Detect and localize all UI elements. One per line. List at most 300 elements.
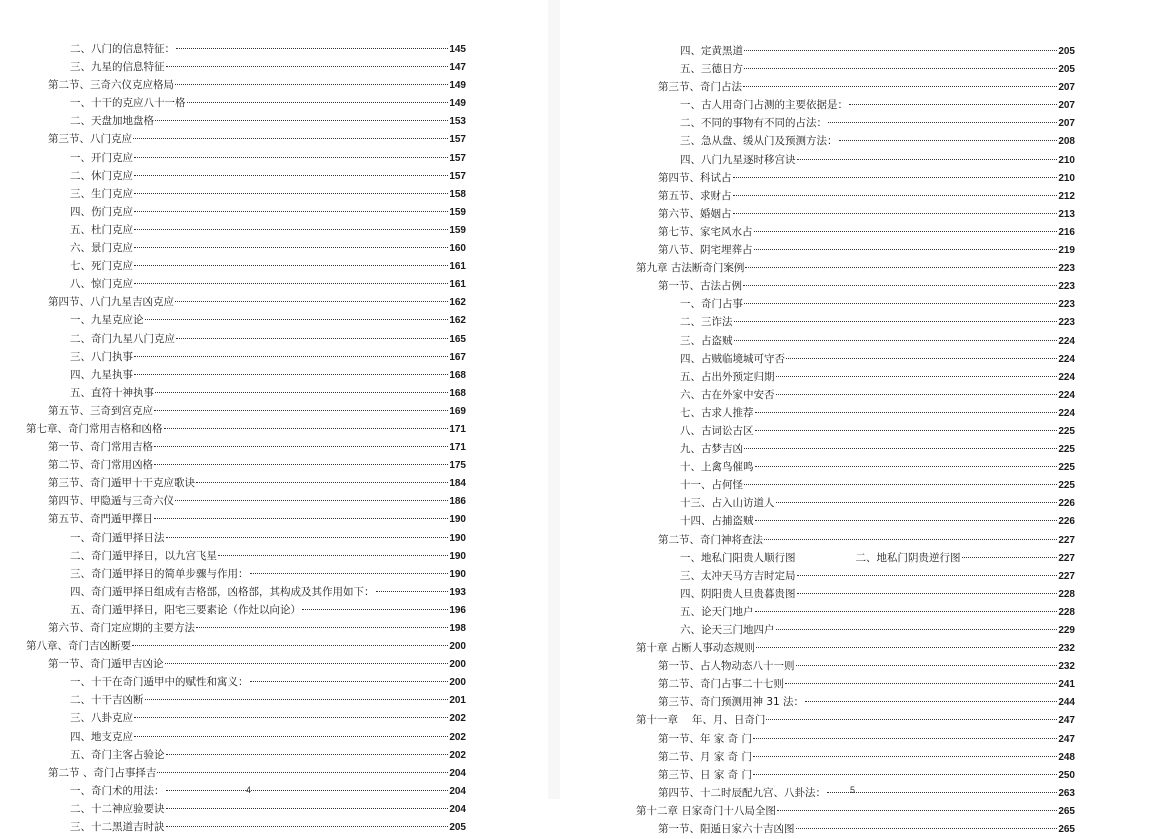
toc-entry-title: 一、奇门遁甲择日法 <box>70 531 165 544</box>
dot-leader <box>796 828 1058 829</box>
toc-entry[interactable] <box>636 549 1075 567</box>
toc-entry-page: 190 <box>449 568 466 580</box>
toc-entry-page: 162 <box>449 315 466 327</box>
toc-entry-title: 七、古求人推荐 <box>680 406 754 419</box>
toc-entry-page: 159 <box>449 206 466 218</box>
toc-entry[interactable] <box>636 114 1075 132</box>
toc-entry[interactable] <box>26 709 466 727</box>
toc-entry-page: 265 <box>1058 824 1075 836</box>
toc-entry-title: 第五节、奇門遁甲擇日 <box>48 513 153 526</box>
toc-entry-title: 十一、占何怪 <box>680 479 743 492</box>
toc-entry[interactable] <box>26 547 466 565</box>
toc-entry[interactable] <box>636 657 1075 675</box>
dot-leader <box>849 104 1057 105</box>
toc-entry-title: 第五节、求财占 <box>658 189 732 202</box>
toc-entry-title: 第八节、阴宅埋葬占 <box>658 244 753 257</box>
dot-leader <box>134 211 448 212</box>
page-number: 5 <box>850 785 856 795</box>
toc-entry[interactable] <box>636 458 1075 476</box>
toc-entry-title: 第二节、奇门神将查法 <box>658 533 763 546</box>
toc-entry-page: 265 <box>1058 805 1075 817</box>
toc-entry-page: 224 <box>1058 371 1075 383</box>
toc-entry-title: 第一节、古法占例 <box>658 280 742 293</box>
toc-entry-page: 157 <box>449 152 466 164</box>
toc-entry-title: 一、奇门占事 <box>680 298 743 311</box>
toc-entry-title: 七、死门克应 <box>70 260 133 273</box>
toc-entry-page: 244 <box>1058 697 1075 709</box>
toc-entry-title: 二、奇门遁甲择日，以九宫飞星 <box>70 549 217 562</box>
toc-entry[interactable] <box>26 764 466 782</box>
dot-leader <box>797 575 1058 576</box>
toc-entry[interactable] <box>636 205 1075 223</box>
toc-entry-title: 第二节 、奇门占事择吉 <box>48 766 157 779</box>
toc-entry-page: 190 <box>449 532 466 544</box>
dot-leader <box>134 193 448 194</box>
toc-entry-title: 第四节、科试占 <box>658 171 732 184</box>
toc-entry-title: 一、九星克应论 <box>70 314 144 327</box>
toc-entry-title: 八、惊门克应 <box>70 278 133 291</box>
toc-entry-title: 第二节、奇门占事二十七则 <box>658 678 784 691</box>
toc-entry-title-secondary: 二、地私门阴贵逆行图 <box>855 551 961 564</box>
dot-leader <box>756 647 1057 648</box>
toc-entry-title: 第三节、奇门遁甲十干克应歌诀 <box>48 477 195 490</box>
toc-entry[interactable] <box>26 728 466 746</box>
toc-entry-page: 200 <box>449 641 466 653</box>
toc-entry-page: 169 <box>449 405 466 417</box>
dot-leader <box>166 808 449 809</box>
dot-leader <box>134 374 448 375</box>
toc-entry[interactable] <box>636 60 1075 78</box>
right-page <box>560 0 1153 836</box>
toc-entry-page: 232 <box>1058 643 1075 655</box>
dot-leader <box>134 247 448 248</box>
toc-entry-page: 247 <box>1058 733 1075 745</box>
dot-leader <box>132 645 448 646</box>
dot-leader <box>745 267 1057 268</box>
toc-entry-page: 205 <box>449 822 466 834</box>
toc-entry-page: 241 <box>1058 679 1075 691</box>
toc-entry[interactable] <box>26 348 466 366</box>
toc-entry-page: 224 <box>1058 389 1075 401</box>
toc-entry-title: 第六节、婚姻占 <box>658 207 732 220</box>
dot-leader <box>766 719 1057 720</box>
toc-entry-title: 五、奇门主客占验论 <box>70 748 165 761</box>
dot-leader <box>797 159 1058 160</box>
toc-entry-page: 207 <box>1058 118 1075 130</box>
toc-entry-title: 二、休门克应 <box>70 169 133 182</box>
toc-entry[interactable] <box>26 94 466 112</box>
dot-leader <box>134 283 448 284</box>
toc-entry-page: 204 <box>449 803 466 815</box>
toc-entry-page: 190 <box>449 550 466 562</box>
toc-entry-title: 二、三诈法 <box>680 316 733 329</box>
toc-entry-title: 第三节、奇门占法 <box>658 81 742 94</box>
toc-entry-title: 四、阴阳贵人旦贵暮贵图 <box>680 587 796 600</box>
dot-leader <box>755 611 1058 612</box>
dot-leader <box>786 358 1057 359</box>
toc-entry-title: 二、不同的事物有不同的占法： <box>680 117 827 130</box>
toc-entry[interactable] <box>636 277 1075 295</box>
toc-entry[interactable] <box>636 748 1075 766</box>
toc-entry[interactable] <box>636 187 1075 205</box>
toc-entry-page: 171 <box>449 423 466 435</box>
toc-entry-title: 第二节、三奇六仪克应格局 <box>48 79 174 92</box>
dot-leader <box>154 464 448 465</box>
toc-entry[interactable] <box>26 149 466 167</box>
dot-leader <box>218 555 448 556</box>
toc-entry-page: 159 <box>449 224 466 236</box>
toc-entry[interactable] <box>26 330 466 348</box>
toc-entry-title: 二、八门的信息特征： <box>70 43 175 55</box>
toc-entry-page: 216 <box>1058 226 1075 238</box>
toc-entry[interactable] <box>26 311 466 329</box>
toc-entry-page: 205 <box>1058 64 1075 76</box>
toc-entry-title: 第四节、甲隐遁与三奇六仪 <box>48 495 174 508</box>
toc-entry-title: 六、论天三门地四户 <box>680 624 775 636</box>
toc-entry[interactable] <box>26 221 466 239</box>
toc-entry[interactable] <box>26 384 466 402</box>
toc-entry-title: 九、古梦吉凶 <box>680 443 743 456</box>
toc-entry[interactable] <box>26 619 466 637</box>
toc-entry-page: 198 <box>449 623 466 634</box>
toc-entry[interactable] <box>636 42 1075 60</box>
dot-leader <box>743 285 1057 286</box>
toc-entry-title: 第六节、奇门定应期的主要方法 <box>48 622 195 634</box>
dot-leader <box>376 591 449 592</box>
toc-entry-title: 三、奇门遁甲择日的简单步骤与作用： <box>70 567 249 580</box>
toc-entry[interactable] <box>26 366 466 384</box>
toc-entry-page: 207 <box>1058 82 1075 94</box>
toc-entry-page: 167 <box>449 351 466 363</box>
toc-entry-page: 153 <box>449 116 466 128</box>
toc-entry-page: 213 <box>1058 208 1075 220</box>
toc-entry[interactable] <box>26 438 466 456</box>
dot-leader <box>145 319 449 320</box>
toc-entry[interactable] <box>636 96 1075 114</box>
dot-leader <box>785 683 1057 684</box>
toc-entry[interactable] <box>636 78 1075 96</box>
dot-leader <box>805 701 1057 702</box>
toc-entry-title: 一、古人用奇门占测的主要依据是： <box>680 99 848 112</box>
dot-leader <box>154 518 448 519</box>
toc-entry[interactable] <box>636 440 1075 458</box>
toc-entry-title: 八、古词讼古区 <box>680 424 754 437</box>
toc-entry-page: 226 <box>1058 516 1075 528</box>
toc-entry-page: 224 <box>1058 353 1075 365</box>
toc-entry[interactable] <box>636 693 1075 711</box>
toc-entry-title: 五、三德日方 <box>680 63 743 76</box>
dot-leader <box>827 792 1057 793</box>
toc-entry-title: 第五节、三奇到宫克应 <box>48 404 153 417</box>
toc-entry[interactable] <box>26 655 466 673</box>
dot-leader <box>754 231 1058 232</box>
dot-leader <box>134 175 448 176</box>
left-page <box>0 0 548 834</box>
toc-entry-page: 248 <box>1058 751 1075 763</box>
toc-entry-page: 247 <box>1058 715 1075 727</box>
toc-entry[interactable] <box>26 420 466 438</box>
toc-entry[interactable] <box>636 350 1075 368</box>
dot-leader <box>134 736 448 737</box>
toc-entry-page: 227 <box>1058 552 1075 564</box>
dot-leader <box>839 140 1058 141</box>
toc-entry-title: 第九章 古法断奇门案例 <box>636 262 745 275</box>
toc-entry[interactable] <box>26 800 466 818</box>
toc-entry-page: 161 <box>449 261 466 273</box>
dot-leader <box>187 102 449 103</box>
toc-entry-title: 第一节、奇门常用吉格 <box>48 441 153 454</box>
toc-entry-title: 五、论天门地户 <box>680 605 754 618</box>
toc-entry-title: 四、九星执事 <box>70 368 133 381</box>
toc-entry-page: 225 <box>1058 444 1075 456</box>
toc-entry[interactable] <box>26 167 466 185</box>
toc-entry-title: 五、占出外预定归期 <box>680 370 775 383</box>
toc-entry[interactable] <box>26 529 466 547</box>
toc-entry[interactable] <box>26 203 466 221</box>
toc-entry[interactable] <box>636 368 1075 386</box>
dot-leader <box>176 338 448 339</box>
toc-entry-title: 三、九星的信息特征 <box>70 61 165 74</box>
toc-entry-page: 250 <box>1058 769 1075 781</box>
dot-leader <box>776 394 1058 395</box>
toc-entry[interactable] <box>26 746 466 764</box>
dot-leader <box>154 446 448 447</box>
toc-entry-title: 第一节、占人物动态八十一则 <box>658 660 795 673</box>
toc-entry[interactable] <box>26 818 466 836</box>
toc-entry-title: 第四节、八门九星吉凶克应 <box>48 296 174 309</box>
toc-entry[interactable] <box>636 621 1075 639</box>
toc-entry-page: 160 <box>449 243 466 255</box>
toc-entry-page: 212 <box>1058 190 1075 202</box>
dot-leader <box>764 539 1057 540</box>
toc-entry-title: 第二节、月 家 奇 门 <box>658 750 753 763</box>
toc-entry-title: 第八章、奇门吉凶断要 <box>26 640 131 653</box>
page-gutter <box>548 0 560 799</box>
toc-entry[interactable] <box>26 492 466 510</box>
dot-leader <box>164 428 449 429</box>
dot-leader <box>302 609 448 610</box>
toc-entry-title: 第三节、奇门预测用神 31 法： <box>658 696 805 709</box>
dot-leader <box>744 50 1057 51</box>
toc-entry[interactable] <box>636 132 1075 150</box>
dot-leader <box>755 466 1058 467</box>
toc-entry[interactable] <box>636 820 1075 838</box>
toc-entry[interactable] <box>636 711 1075 729</box>
dot-leader <box>134 356 448 357</box>
toc-entry[interactable] <box>26 601 466 619</box>
toc-entry-title: 第十二章 日家奇门十八局全图 <box>636 804 776 817</box>
dot-leader <box>796 665 1058 666</box>
toc-entry-page: 157 <box>449 170 466 182</box>
dot-leader <box>828 122 1057 123</box>
toc-entry[interactable] <box>636 567 1075 585</box>
toc-entry[interactable] <box>26 112 466 130</box>
toc-entry[interactable] <box>26 239 466 257</box>
toc-entry[interactable] <box>636 512 1075 530</box>
toc-entry-page: 190 <box>449 514 466 526</box>
toc-entry[interactable] <box>26 76 466 94</box>
toc-entry[interactable] <box>26 673 466 691</box>
dot-leader <box>744 68 1057 69</box>
toc-entry-page: 227 <box>1058 570 1075 582</box>
toc-entry[interactable] <box>636 169 1075 187</box>
table-of-contents-right <box>636 42 1075 838</box>
toc-entry[interactable] <box>636 531 1075 549</box>
dot-leader <box>755 412 1058 413</box>
toc-entry[interactable] <box>636 151 1075 169</box>
dot-leader <box>134 157 448 158</box>
toc-entry[interactable] <box>26 293 466 311</box>
toc-entry-title: 第十一章 年、月、日奇门 <box>636 714 766 727</box>
dot-leader <box>753 774 1057 775</box>
toc-entry-title: 一、开门克应 <box>70 151 133 164</box>
toc-entry[interactable] <box>636 675 1075 693</box>
toc-entry-title: 四、地支克应 <box>70 730 133 743</box>
toc-entry-page: 202 <box>449 713 466 725</box>
dot-leader <box>776 502 1058 503</box>
toc-entry[interactable] <box>26 565 466 583</box>
toc-entry[interactable] <box>26 583 466 601</box>
toc-entry-page: 223 <box>1058 263 1075 275</box>
toc-entry-page: 227 <box>1058 534 1075 546</box>
toc-entry[interactable] <box>636 295 1075 313</box>
dot-leader <box>776 376 1058 377</box>
toc-entry[interactable] <box>26 456 466 474</box>
toc-entry-title: 三、占盗贼 <box>680 334 733 347</box>
toc-entry[interactable] <box>636 332 1075 350</box>
toc-entry-title: 五、奇门遁甲择日，阳宅三要素论（作灶以向论） <box>70 603 301 616</box>
toc-entry-page: 184 <box>449 478 466 490</box>
dot-leader <box>734 321 1058 322</box>
toc-entry[interactable] <box>636 494 1075 512</box>
toc-entry-page: 210 <box>1058 172 1075 184</box>
dot-leader <box>145 699 449 700</box>
toc-entry-page: 219 <box>1058 245 1075 257</box>
toc-entry[interactable] <box>26 510 466 528</box>
toc-entry[interactable] <box>26 40 466 58</box>
dot-leader <box>165 663 449 664</box>
toc-entry[interactable] <box>636 241 1075 259</box>
toc-entry[interactable] <box>636 259 1075 277</box>
toc-entry-page: 228 <box>1058 606 1075 618</box>
toc-entry-page: 208 <box>1058 136 1075 148</box>
toc-entry-page: 202 <box>449 731 466 743</box>
dot-leader <box>155 120 448 121</box>
toc-entry-title: 三、太冲天马方吉时定局 <box>680 569 796 582</box>
toc-entry-title: 三、八卦克应 <box>70 712 133 725</box>
toc-entry-page: 175 <box>449 460 466 472</box>
toc-entry-page: 157 <box>449 134 466 146</box>
toc-entry-title: 一、地私门阳贵人顺行图 <box>680 551 796 564</box>
toc-entry-title: 四、定黄黑道 <box>680 45 743 57</box>
toc-entry-page: 168 <box>449 369 466 381</box>
dot-leader <box>744 448 1057 449</box>
toc-entry-title: 三、生门克应 <box>70 187 133 200</box>
toc-entry[interactable] <box>636 223 1075 241</box>
toc-entry-title: 十、上禽鸟催鸣 <box>680 461 754 474</box>
toc-entry-page: 200 <box>449 677 466 689</box>
dot-leader <box>734 340 1058 341</box>
toc-entry[interactable] <box>26 402 466 420</box>
toc-entry[interactable] <box>636 766 1075 784</box>
toc-entry-page: 149 <box>449 98 466 110</box>
toc-entry[interactable] <box>636 313 1075 331</box>
dot-leader <box>166 754 449 755</box>
toc-entry[interactable] <box>636 639 1075 657</box>
toc-entry-title: 第四节、十二时辰配九宫、八卦法： <box>658 786 826 799</box>
toc-entry[interactable] <box>26 257 466 275</box>
toc-entry-page: 147 <box>449 62 466 74</box>
dot-leader <box>196 627 448 628</box>
dot-leader <box>744 303 1057 304</box>
dot-leader <box>743 86 1057 87</box>
dot-leader <box>176 48 448 49</box>
toc-entry-page: 193 <box>449 586 466 598</box>
dot-leader <box>157 772 448 773</box>
toc-entry-page: 196 <box>449 604 466 616</box>
toc-entry[interactable] <box>26 637 466 655</box>
dot-leader <box>733 195 1058 196</box>
toc-entry[interactable] <box>636 422 1075 440</box>
toc-entry-title: 六、古在外家中安否 <box>680 388 775 401</box>
dot-leader <box>133 138 448 139</box>
toc-entry[interactable] <box>636 404 1075 422</box>
toc-entry-title: 第三节、八门克应 <box>48 133 132 146</box>
dot-leader <box>175 301 448 302</box>
dot-leader <box>733 177 1058 178</box>
toc-entry-title: 第七章、奇门常用吉格和凶格 <box>26 422 163 435</box>
dot-leader <box>166 790 449 791</box>
toc-entry[interactable] <box>26 130 466 148</box>
toc-entry-title: 第七节、家宅风水占 <box>658 225 753 238</box>
toc-entry-title: 一、奇门术的用法： <box>70 784 165 797</box>
dot-leader <box>134 717 448 718</box>
toc-entry[interactable] <box>26 275 466 293</box>
toc-entry-title: 二、十干吉凶断 <box>70 694 144 707</box>
toc-entry[interactable] <box>636 784 1075 802</box>
dot-leader <box>175 500 448 501</box>
toc-entry-page: 149 <box>449 80 466 92</box>
toc-entry-page: 226 <box>1058 498 1075 510</box>
toc-entry-title: 第一节、年 家 奇 门 <box>658 732 753 745</box>
page-number: 4 <box>246 785 252 795</box>
dot-leader <box>250 681 449 682</box>
toc-entry[interactable] <box>636 476 1075 494</box>
toc-entry[interactable] <box>636 585 1075 603</box>
toc-entry-page: 168 <box>449 387 466 399</box>
toc-entry-page: 162 <box>449 297 466 309</box>
toc-entry-title: 二、奇门九星八门克应 <box>70 332 175 345</box>
toc-entry[interactable] <box>26 185 466 203</box>
toc-entry-page: 229 <box>1058 625 1075 636</box>
toc-entry[interactable] <box>636 603 1075 621</box>
toc-entry[interactable] <box>636 730 1075 748</box>
toc-entry-page: 228 <box>1058 588 1075 600</box>
toc-entry[interactable] <box>636 386 1075 404</box>
dot-leader <box>755 520 1058 521</box>
toc-entry[interactable] <box>636 802 1075 820</box>
dot-leader <box>196 482 448 483</box>
dot-leader <box>166 826 449 827</box>
toc-entry[interactable] <box>26 58 466 76</box>
dot-leader <box>166 66 449 67</box>
toc-entry[interactable] <box>26 474 466 492</box>
dot-leader <box>250 573 449 574</box>
toc-entry[interactable] <box>26 691 466 709</box>
toc-entry-title: 三、八门执事 <box>70 350 133 363</box>
toc-entry-page: 263 <box>1058 787 1075 799</box>
toc-entry-page: 200 <box>449 659 466 671</box>
